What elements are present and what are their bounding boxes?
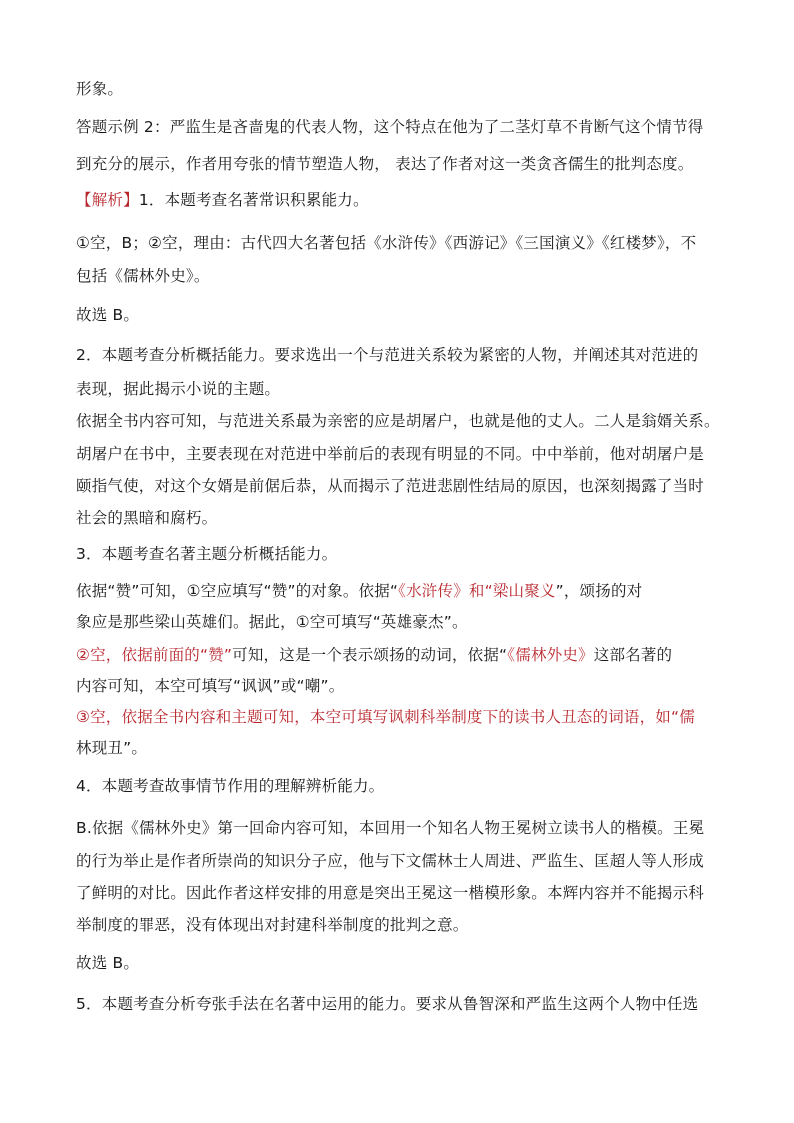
text-line: 颐指气使，对这个女婿是前倨后恭，从而揭示了范进悲剧性结局的原因，也深刻揭露了当时 xyxy=(76,477,705,495)
text-segment: 依据“赞”可知，①空应填写“赞”的对象。依据“ xyxy=(76,582,399,600)
text-line: 表现，据此揭示小说的主题。 xyxy=(76,380,281,398)
text-segment-red: ②空，依据前面的“赞” xyxy=(76,646,233,664)
analysis-tag: 【解析】 xyxy=(76,191,139,209)
text-line-mixed xyxy=(76,580,642,602)
text-line-red: ③空，依据全书内容和主题可知，本空可填写讽刺科举制度下的读书人丑态的词语，如“儒 xyxy=(76,708,695,726)
text-line: 故选 B。 xyxy=(76,954,140,972)
text-line: 5．本题考查分析夸张手法在名著中运用的能力。要求从鲁智深和严监生这两个人物中任选 xyxy=(76,995,699,1013)
text-segment: 这部名著的 xyxy=(593,646,673,664)
text-line: B.依据《儒林外史》第一回命内容可知，本回用一个知名人物王冕树立读书人的楷模。王冕 xyxy=(76,819,705,837)
text-line: 故选 B。 xyxy=(76,306,140,324)
text-line: 包括《儒林外史》。 xyxy=(76,267,210,285)
text-line: 依据全书内容可知，与范进关系最为亲密的应是胡屠户，也就是他的丈人。二人是翁婿关系。 xyxy=(76,412,720,430)
text-line: 4．本题考查故事情节作用的理解辨析能力。 xyxy=(76,777,385,795)
text-segment: 1．本题考查名著常识积累能力。 xyxy=(138,191,369,209)
text-segment-red: 《儒林外史》 xyxy=(507,646,594,664)
text-line: 举制度的罪恶，没有体现出对封建科举制度的批判之意。 xyxy=(76,916,469,934)
text-line: ①空，B；②空，理由：古代四大名著包括《水浒传》《西游记》《三国演义》《红楼梦》，不 xyxy=(76,234,697,252)
text-line: 内容可知，本空可填写“讽讽”或“嘲”。 xyxy=(76,677,345,695)
text-segment-red: 《水浒传》和“梁山聚义 xyxy=(398,582,556,600)
text-line: 答题示例 2：严监生是吝啬鬼的代表人物，这个特点在他为了二茎灯草不肯断气这个情节得 xyxy=(76,118,704,136)
text-segment: 可知，这是一个表示颂扬的动词，依据“ xyxy=(232,646,508,664)
text-line: 形象。 xyxy=(76,80,124,98)
text-line: 社会的黑暗和腐朽。 xyxy=(76,509,218,527)
text-segment: ”，颂扬的对 xyxy=(555,582,643,600)
text-line: 2．本题考查分析概括能力。要求选出一个与范进关系较为紧密的人物，并阐述其对范进的 xyxy=(76,346,699,364)
text-line: 了鲜明的对比。因此作者这样安排的用意是突出王冕这一楷模形象。本辉内容并不能揭示科 xyxy=(76,884,705,902)
text-line: 到充分的展示，作者用夸张的情节塑造人物， 表达了作者对这一类贪吝儒生的批判态度。 xyxy=(76,155,694,173)
text-line: 象应是那些梁山英雄们。据此，①空可填写“英雄豪杰”。 xyxy=(76,613,468,631)
text-line: 胡屠户在书中，主要表现在对范进中举前后的表现有明显的不同。中中举前，他对胡屠户是 xyxy=(76,445,705,463)
text-line: 林现丑”。 xyxy=(76,739,148,757)
text-line: 的行为举止是作者所崇尚的知识分子应，他与下文儒林士人周进、严监生、匡超人等人形成 xyxy=(76,852,705,870)
analysis-heading-line xyxy=(76,189,369,211)
text-line: 3．本题考查名著主题分析概括能力。 xyxy=(76,545,338,563)
text-line-mixed xyxy=(76,644,672,666)
